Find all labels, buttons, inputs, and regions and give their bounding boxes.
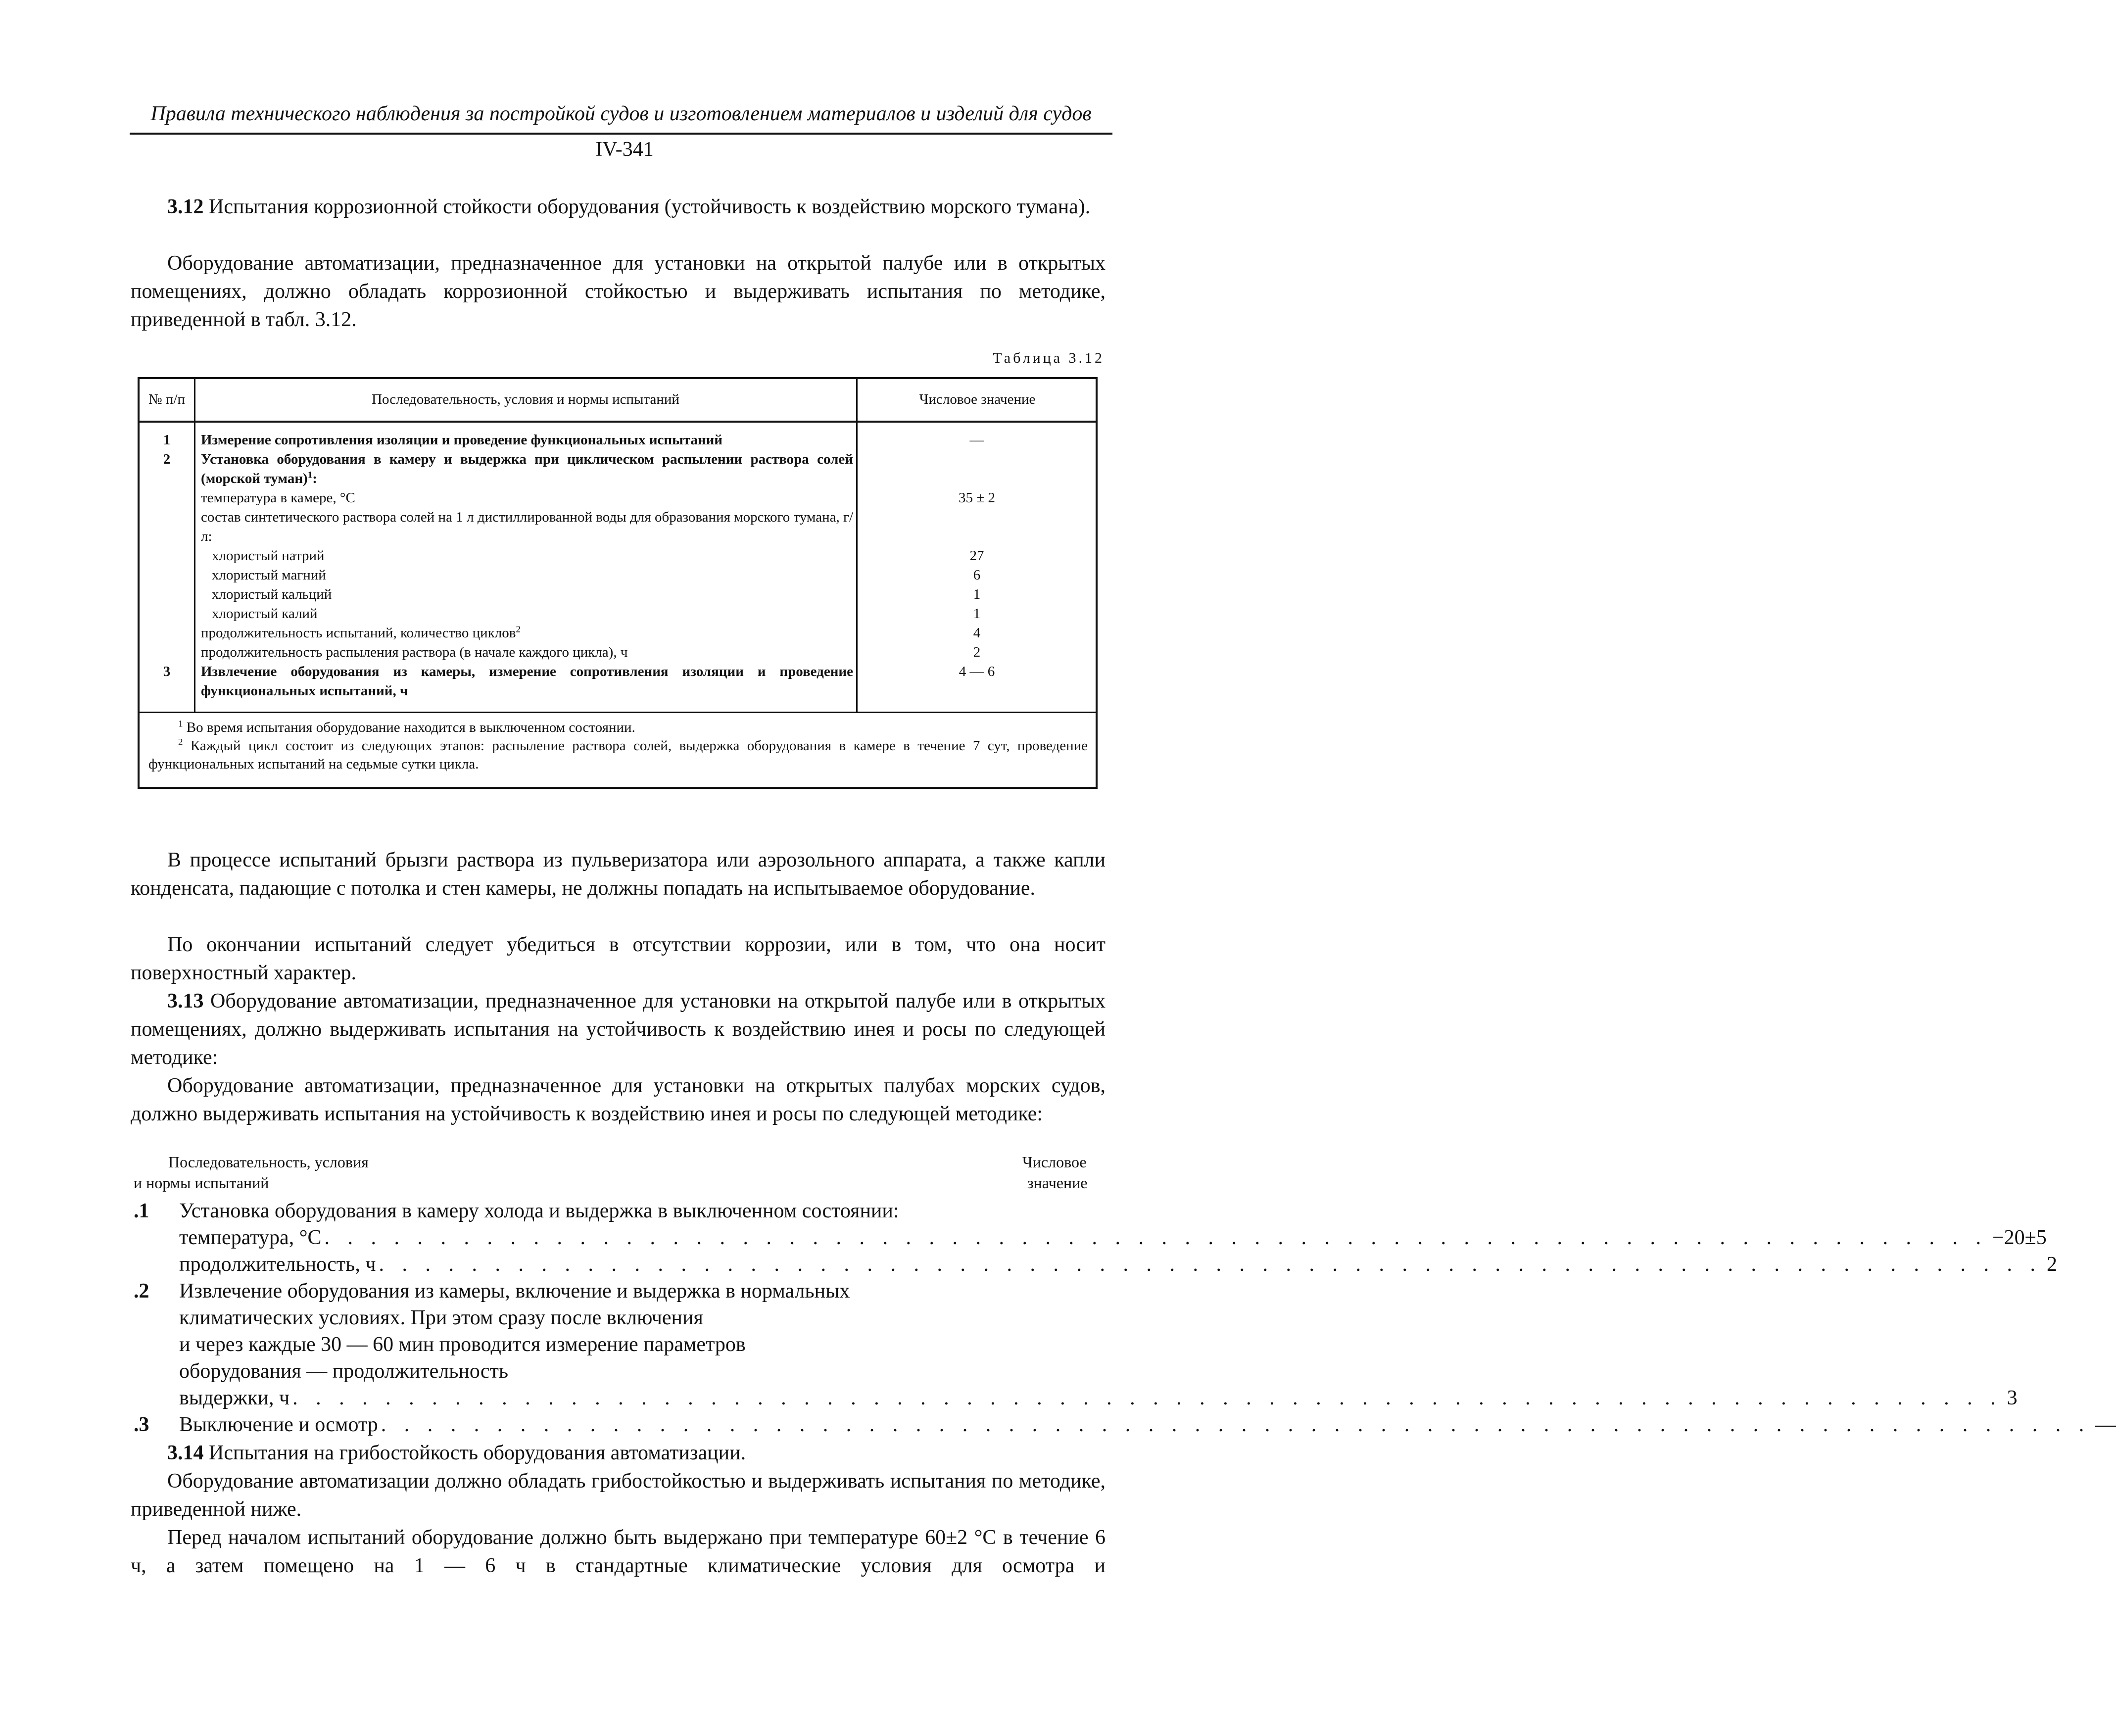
table-footnote: [148, 719, 1088, 737]
row-value: 2: [973, 644, 981, 660]
leader-row: [134, 1411, 2116, 1438]
leader-row: [134, 1224, 2047, 1251]
section-3-12-paragraph: Оборудование автоматизации, предназначенное для установки на открытой палубе или в открытых помещениях, должно обладать коррозионной стойкостью и выдерживать испытания по методике, приведенной в табл. 3.12.: [131, 252, 1106, 331]
leader-label: продолжительность, ч: [179, 1253, 376, 1276]
row-value: 1: [973, 606, 981, 622]
table-footnote: [148, 737, 1088, 773]
row-desc: хлористый калий: [212, 606, 318, 622]
leader-dots: . . . . . . . . . . . . . . . . . . . . . . . . . . . . . . . . . . . . . . . . . . . . . . . . . . . . . . . . . . . . . . . . . . . . . . . . . .: [381, 1413, 2091, 1436]
leader-dots: . . . . . . . . . . . . . . . . . . . . . . . . . . . . . . . . . . . . . . . . . . . . . . . . . . . . . . . . . . . . . . . . . . . . . . . .: [379, 1253, 2042, 1276]
row-desc: Извлечение оборудования из камеры, измерение сопротивления изоляции и проведение функциональных испытаний, ч: [201, 664, 853, 699]
section-title: Испытания коррозионной стойкости оборудования (устойчивость к воздействию морского тумана).: [203, 195, 1091, 218]
row-desc-text: Установка оборудования в камеру и выдержка при циклическом распылении раствора солей (морской туман): [201, 451, 853, 486]
table-3-12: [138, 377, 1098, 789]
row-num: 2: [163, 451, 171, 467]
leader-value: 2: [2046, 1253, 2057, 1276]
step-text: Извлечение оборудования из камеры, включение и выдержка в нормальных: [179, 1280, 850, 1302]
header-desc: Последовательность, условия и нормы испытаний: [372, 391, 679, 407]
footnote-divider: [140, 712, 1096, 713]
row-value: 1: [973, 586, 981, 602]
row-desc: температура в камере, °С: [201, 490, 355, 506]
row-desc-tail: :: [312, 471, 317, 486]
section-3-14-heading: [131, 1439, 1106, 1467]
row-desc-text: продолжительность испытаний, количество циклов: [201, 625, 516, 641]
section-3-13-paragraph: Оборудование автоматизации, предназначенное для установки на открытых палубах морских судов, должно выдерживать испытания на устойчивость к воздействию инея и росы по следующей методике:: [131, 1074, 1106, 1125]
step-text: оборудования — продолжительность: [179, 1360, 509, 1383]
section-number: 3.12: [167, 195, 204, 218]
footnote-text: Во время испытания оборудование находится в выключенном состоянии.: [183, 720, 635, 735]
step-number: .1: [134, 1200, 149, 1222]
header-num: № п/п: [148, 391, 185, 407]
footnote-text: Каждый цикл состоит из следующих этапов: распыление раствора солей, выдержка оборудования в камере в течение 7 сут, проведение функциональных испытаний на седьмые сутки цикла.: [148, 738, 1088, 772]
leader-label: выдержки, ч: [179, 1387, 290, 1409]
table-caption: Таблица 3.12: [993, 350, 1105, 366]
footnote-mark: 1: [178, 719, 183, 729]
leader-content: [179, 1411, 2116, 1438]
footnote-mark: 2: [178, 737, 183, 748]
section-3-13-text: [131, 987, 1106, 1072]
leader-dots: . . . . . . . . . . . . . . . . . . . . . . . . . . . . . . . . . . . . . . . . . . . . . . . . . . . . . . . . . . . . . . . . . . . . . . . .: [324, 1226, 1987, 1249]
row-desc: продолжительность распыления раствора (в начале каждого цикла), ч: [201, 644, 628, 660]
running-header: Правила технического наблюдения за постройкой судов и изготовлением материалов и изделий для судов: [150, 102, 1092, 125]
row-value: 6: [973, 567, 981, 583]
paragraph: По окончании испытаний следует убедиться в отсутствии коррозии, или в том, что она носит поверхностный характер.: [131, 933, 1106, 984]
leader-label: Выключение и осмотр: [179, 1413, 378, 1436]
row-desc: хлористый натрий: [212, 548, 325, 564]
footnote-ref: 2: [516, 624, 521, 635]
row-desc: Измерение сопротивления изоляции и проведение функциональных испытаний: [201, 432, 722, 448]
section-number: 3.14: [167, 1442, 204, 1464]
page-number: IV-341: [595, 138, 654, 161]
col-head-right: значение: [1027, 1174, 1088, 1192]
header-value: Числовое значение: [919, 391, 1036, 407]
section-number: 3.13: [167, 990, 204, 1013]
leader-value: 3: [2007, 1387, 2018, 1409]
row-value: 4: [973, 625, 981, 641]
leader-dots: . . . . . . . . . . . . . . . . . . . . . . . . . . . . . . . . . . . . . . . . . . . . . . . . . . . . . . . . . . . . . . . . . . . . . . . . . .: [292, 1387, 2002, 1409]
section-3-14-paragraph: Перед началом испытаний оборудование должно быть выдержано при температуре 60±2 °С в течение 6 ч, а затем помещено на 1 — 6 ч в стандартные климатические условия для осмотра и: [131, 1526, 1106, 1577]
row-value: 35 ± 2: [959, 490, 995, 506]
leader-row: [134, 1385, 2018, 1411]
row-desc: хлористый магний: [212, 567, 326, 583]
leader-label: температура, °С: [179, 1226, 322, 1249]
row-value: 27: [969, 548, 984, 564]
row-value: 4 — 6: [959, 664, 995, 679]
col-divider: [194, 379, 195, 712]
col-head-left: Последовательность, условия: [168, 1153, 369, 1171]
section-3-14-paragraph: Оборудование автоматизации должно обладать грибостойкостью и выдерживать испытания по методике, приведенной ниже.: [131, 1470, 1106, 1521]
row-desc: состав синтетического раствора солей на 1 л дистиллированной воды для образования морского тумана, г/л:: [201, 509, 853, 544]
col-head-right: Числовое: [1022, 1153, 1087, 1171]
row-desc: хлористый кальций: [212, 586, 332, 602]
col-divider: [856, 379, 858, 712]
row-value: —: [969, 432, 984, 448]
leader-value: —: [2095, 1413, 2116, 1436]
header-rule: [130, 133, 1112, 135]
footnote-ref: 1: [307, 470, 313, 481]
leader-content: [179, 1224, 2047, 1251]
step-text: климатических условиях. При этом сразу после включения: [179, 1306, 703, 1329]
paragraph: В процессе испытаний брызги раствора из пульверизатора или аэрозольного аппарата, а также капли конденсата, падающие с потолка и стен камеры, не должны попадать на испытываемое оборудование.: [131, 849, 1106, 900]
header-divider: [140, 421, 1096, 423]
section-title: Испытания на грибостойкость оборудования автоматизации.: [203, 1442, 746, 1464]
step-text: и через каждые 30 — 60 мин проводится измерение параметров: [179, 1333, 746, 1356]
row-num: 1: [163, 432, 171, 448]
row-num: 3: [163, 664, 171, 679]
leader-row: [134, 1251, 2057, 1278]
col-head-left: и нормы испытаний: [134, 1174, 269, 1192]
step-number: .3: [134, 1413, 149, 1436]
row-desc: [201, 624, 853, 643]
leader-value: −20±5: [1992, 1226, 2047, 1249]
section-3-12-heading: [131, 193, 1106, 221]
section-text: Оборудование автоматизации, предназначенное для установки на открытой палубе или в открытых помещениях, должно выдерживать испытания на устойчивость к воздействию инея и росы по следующей методике:: [131, 990, 1106, 1069]
leader-content: [179, 1251, 2057, 1278]
leader-content: [179, 1385, 2018, 1411]
step-number: .2: [134, 1280, 149, 1302]
row-desc: [201, 450, 853, 488]
step-text: Установка оборудования в камеру холода и выдержка в выключенном состоянии:: [179, 1200, 899, 1222]
